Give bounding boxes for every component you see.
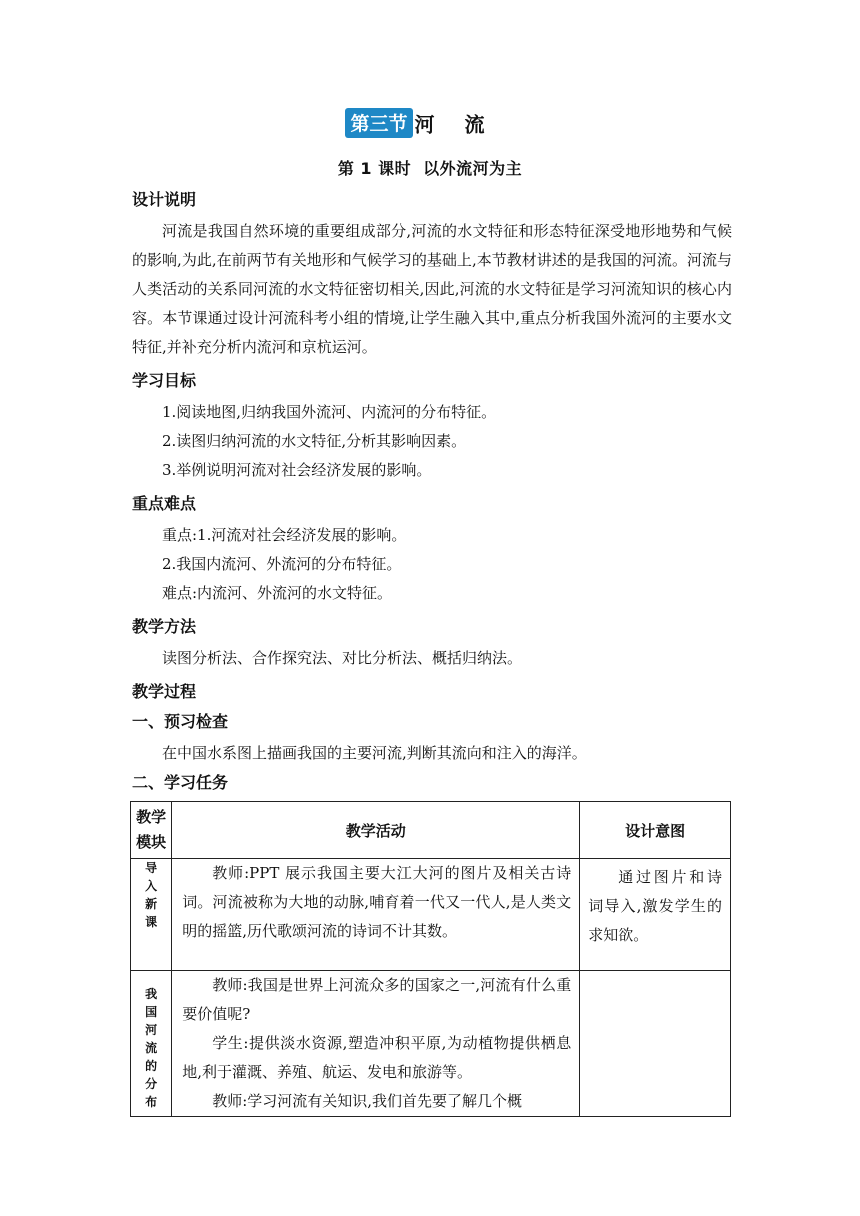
- step1-heading: 一、预习检查: [132, 712, 229, 731]
- module-cell-intro: [131, 859, 172, 971]
- table-header-row: [131, 802, 731, 859]
- step2-heading: 二、学习任务: [132, 773, 229, 792]
- key-point-item: 2.我国内流河、外流河的分布特征。: [162, 555, 402, 573]
- module-char: 布: [145, 1095, 158, 1109]
- objective-item: 2.读图归纳河流的水文特征,分析其影响因素。: [162, 432, 467, 450]
- intent-cell: [580, 859, 731, 971]
- design-note-heading: 设计说明: [132, 190, 197, 209]
- table-row: [131, 971, 731, 1117]
- process-heading: 教学过程: [132, 682, 197, 701]
- module-char: 新: [145, 897, 158, 911]
- module-char: 流: [145, 1041, 158, 1055]
- intent-text: 通过图片和诗词导入,激发学生的求知欲。: [588, 868, 722, 944]
- module-char: 课: [145, 915, 158, 929]
- main-content: [132, 185, 732, 800]
- lesson-subtitle: [0, 156, 860, 179]
- module-char: 河: [145, 1023, 158, 1037]
- activity-text: 学生:提供淡水资源,塑造冲积平原,为动植物提供栖息地,利于灌溉、养殖、航运、发电和旅游等。: [182, 1034, 572, 1081]
- activity-text: 教师:我国是世界上河流众多的国家之一,河流有什么重要价值呢?: [182, 976, 572, 1023]
- activity-cell: [172, 859, 580, 971]
- module-char: 分: [145, 1077, 158, 1091]
- header-activity: 教学活动: [172, 802, 580, 859]
- section-badge: 第三节: [345, 108, 412, 138]
- section-title: [0, 108, 860, 138]
- methods-text: 读图分析法、合作探究法、对比分析法、概括归纳法。: [162, 649, 523, 667]
- header-module-line2: 模块: [136, 833, 167, 851]
- learning-tasks-table: [130, 801, 731, 1117]
- activity-text: 教师:PPT 展示我国主要大江大河的图片及相关古诗词。河流被称为大地的动脉,哺育着一代又一代人,是人类文明的摇篮,历代歌颂河流的诗词不计其数。: [182, 864, 572, 940]
- activity-cell: [172, 971, 580, 1117]
- objective-item: 1.阅读地图,归纳我国外流河、内流河的分布特征。: [162, 403, 497, 421]
- key-point-item: 难点:内流河、外流河的水文特征。: [162, 584, 393, 602]
- table-row: [131, 859, 731, 971]
- section-title-text: 河流: [414, 112, 515, 137]
- module-char: 国: [145, 1005, 158, 1019]
- module-char: 导: [145, 861, 158, 875]
- key-point-item: 重点:1.河流对社会经济发展的影响。: [162, 526, 407, 544]
- objective-item: 3.举例说明河流对社会经济发展的影响。: [162, 461, 432, 479]
- lesson-number: 第 1 课时: [337, 159, 412, 178]
- module-char: 的: [145, 1059, 158, 1073]
- step1-text: 在中国水系图上描画我国的主要河流,判断其流向和注入的海洋。: [162, 744, 587, 762]
- methods-heading: 教学方法: [132, 617, 197, 636]
- intent-cell: [580, 971, 731, 1117]
- lesson-topic: 以外流河为主: [423, 159, 523, 178]
- module-char: 入: [145, 879, 158, 893]
- module-cell-distribution: [131, 971, 172, 1117]
- header-intent: 设计意图: [580, 802, 731, 859]
- design-note-paragraph: 河流是我国自然环境的重要组成部分,河流的水文特征和形态特征深受地形地势和气候的影响,为此,在前两节有关地形和气候学习的基础上,本节教材讲述的是我国的河流。河流与人类活动的关系同河流的水文特征密切相关,因此,河流的水文特征是学习河流知识的核心内容。本节课通过设计河流科考小组的情境,让学生融入其中,重点分析我国外流河的主要水文特征,并补充分析内流河和京杭运河。: [132, 222, 732, 356]
- objectives-heading: 学习目标: [132, 371, 197, 390]
- key-points-heading: 重点难点: [132, 494, 197, 513]
- header-module-line1: 教学: [136, 808, 167, 826]
- module-char: 我: [145, 987, 158, 1001]
- header-module: [131, 802, 172, 859]
- activity-text: 教师:学习河流有关知识,我们首先要了解几个概: [212, 1092, 523, 1110]
